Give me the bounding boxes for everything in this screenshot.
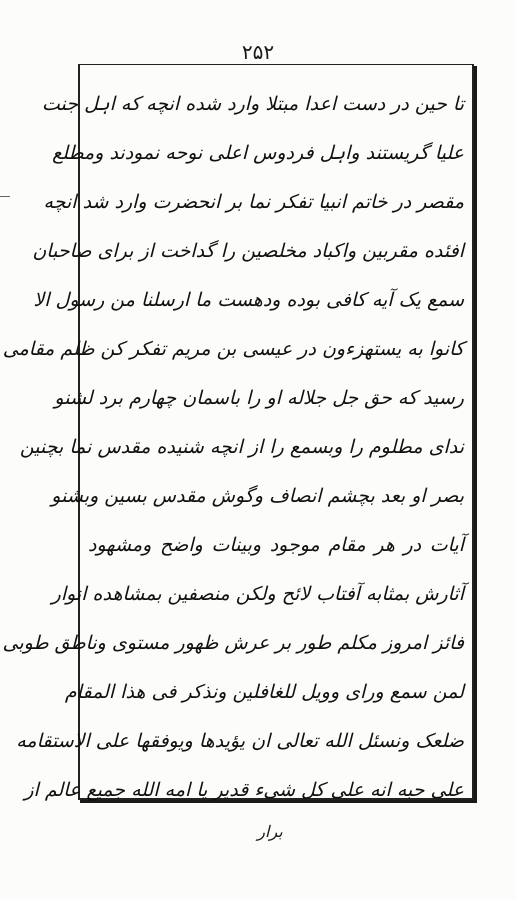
text-line-11: آثارش بمثابه آفتاب لائح ولکن منصفین بمشاهده انوار: [51, 583, 464, 605]
text-line-3: مقصر در خاتم انبیا تفکر نما بر انحضرت وارد شد انچه: [43, 191, 464, 213]
text-block: [2, 80, 464, 815]
text-line-14: ضلعک ونسئل الله تعالی ان یؤیدها ویوفقها علی الاستقامه: [16, 730, 464, 752]
catchword: برار: [257, 822, 283, 841]
text-line-9: بصر او بعد بچشم انصاف وگوش مقدس بسین وبشنو: [51, 485, 464, 507]
margin-tick: [0, 196, 10, 197]
text-line-6: کانوا به یستهزءون در عیسی بن مریم تفکر کن ظلم مقامی: [2, 338, 464, 360]
text-line-2: علیا گریستند واہل فردوس اعلی نوحه نمودند ومطلع: [52, 142, 464, 164]
text-line-1: تا حین در دست اعدا مبتلا وارد شده انچه که اہل جنت: [41, 93, 464, 115]
frame-shadow-right: [474, 66, 477, 802]
text-line-15: علی حبه انه علی کل شیء قدیر یا امه الله جمیع عالم از: [24, 779, 464, 801]
page-number: ۲۵۲: [241, 40, 275, 64]
text-line-8: ندای مطلوم را وبسمع را از انچه شنیده مقدس نما بچنین: [19, 436, 464, 458]
text-line-4: افئده مقربین واکباد مخلصین را گداخت از برای صاحبان: [32, 240, 464, 262]
text-line-7: رسید که حق جل جلاله او را باسمان چهارم برد لشنو: [54, 387, 464, 409]
text-line-12: فائز امروز مکلم طور بر عرش ظهور مستوی وناطق طوبی: [2, 632, 464, 654]
text-line-5: سمع یک آیه کافی بوده ودهست ما ارسلنا من رسول الا: [33, 289, 464, 311]
text-line-10: آیات در هر مقام موجود وبینات واضح ومشهود: [88, 534, 464, 556]
text-line-13: لمن سمع ورای وویل للغافلین ونذکر فی هذا المقام: [64, 681, 464, 703]
